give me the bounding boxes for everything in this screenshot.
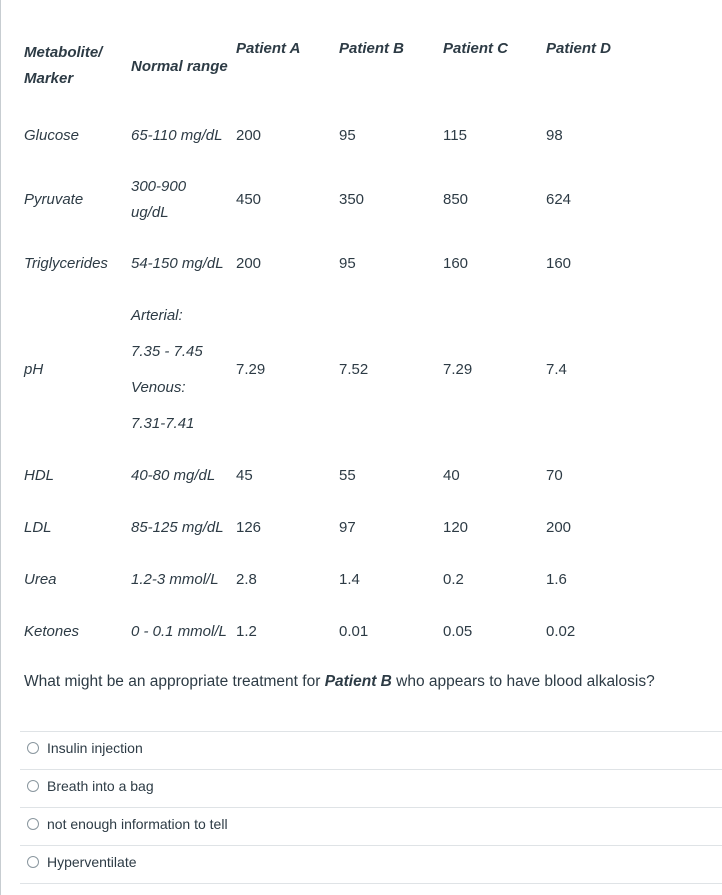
- header-normal-range: Normal range: [131, 58, 228, 75]
- answer-option[interactable]: [27, 738, 143, 758]
- patient-c-value: 115: [443, 127, 467, 144]
- answer-divider: [20, 883, 722, 884]
- normal-range-value: 0 - 0.1 mmol/L: [131, 623, 227, 640]
- header-patient-d: Patient D: [546, 40, 612, 57]
- patient-c-value: 40: [443, 467, 460, 484]
- question-prefix: What might be an appropriate treatment for: [24, 673, 325, 690]
- patient-b-value: 1.4: [339, 571, 360, 588]
- marker-name: LDL: [24, 519, 52, 536]
- patient-d-value: 160: [546, 255, 572, 272]
- patient-a-value: 200: [236, 127, 262, 144]
- patient-d-value: 7.4: [546, 361, 567, 378]
- normal-range-value: 85-125 mg/dL: [131, 519, 224, 536]
- patient-a-value: 200: [236, 255, 262, 272]
- patient-d-value: 98: [546, 127, 563, 144]
- patient-c-value: 160: [443, 255, 469, 272]
- marker-name: HDL: [24, 467, 55, 484]
- patient-c-value: 850: [443, 191, 469, 208]
- patient-a-value: 7.29: [236, 361, 266, 378]
- patient-c-value: 0.05: [443, 623, 473, 640]
- radio-button[interactable]: [27, 780, 39, 792]
- patient-b-value: 0.01: [339, 623, 369, 640]
- answer-label: Breath into a bag: [47, 778, 154, 794]
- content-left-border: [0, 0, 1, 895]
- normal-range-value: 1.2-3 mmol/L: [131, 571, 219, 588]
- patient-b-value: 55: [339, 467, 356, 484]
- patient-d-value: 70: [546, 467, 563, 484]
- answer-option[interactable]: [27, 852, 137, 872]
- normal-range-line: 300-900: [131, 178, 187, 195]
- normal-range-line: Venous:: [131, 379, 186, 396]
- answer-label: Hyperventilate: [47, 854, 137, 870]
- radio-button[interactable]: [27, 818, 39, 830]
- question-emphasis: Patient B: [324, 673, 392, 690]
- patient-c-value: 7.29: [443, 361, 473, 378]
- normal-range-line: 7.35 - 7.45: [131, 343, 203, 360]
- header-patient-b: Patient B: [339, 40, 405, 57]
- normal-range-line: ug/dL: [131, 204, 169, 221]
- answer-label: not enough information to tell: [47, 816, 228, 832]
- patient-b-value: 7.52: [339, 361, 369, 378]
- answer-divider: [20, 731, 722, 732]
- header-metabolite-line1: Metabolite/: [24, 44, 103, 61]
- marker-name: pH: [24, 361, 44, 378]
- header-patient-c: Patient C: [443, 40, 509, 57]
- normal-range-value: 54-150 mg/dL: [131, 255, 224, 272]
- header-metabolite-line2: Marker: [24, 70, 74, 87]
- radio-button[interactable]: [27, 856, 39, 868]
- marker-name: Triglycerides: [24, 255, 108, 272]
- marker-name: Urea: [24, 571, 57, 588]
- normal-range-value: 65-110 mg/dL: [131, 127, 223, 144]
- patient-b-value: 350: [339, 191, 365, 208]
- answer-option[interactable]: [27, 814, 228, 834]
- patient-a-value: 450: [236, 191, 262, 208]
- patient-a-value: 45: [236, 467, 253, 484]
- patient-a-value: 2.8: [236, 571, 257, 588]
- patient-b-value: 95: [339, 127, 356, 144]
- patient-d-value: 1.6: [546, 571, 567, 588]
- patient-b-value: 97: [339, 519, 356, 536]
- question-text: [24, 673, 655, 691]
- patient-c-value: 0.2: [443, 571, 464, 588]
- patient-d-value: 0.02: [546, 623, 576, 640]
- patient-a-value: 1.2: [236, 623, 257, 640]
- patient-d-value: 200: [546, 519, 572, 536]
- answer-divider: [20, 807, 722, 808]
- marker-name: Glucose: [24, 127, 80, 144]
- patient-a-value: 126: [236, 519, 262, 536]
- normal-range-line: Arterial:: [131, 307, 183, 324]
- answer-divider: [20, 845, 722, 846]
- marker-name: Pyruvate: [24, 191, 84, 208]
- patient-b-value: 95: [339, 255, 356, 272]
- answer-label: Insulin injection: [47, 740, 143, 756]
- answer-divider: [20, 769, 722, 770]
- normal-range-value: 40-80 mg/dL: [131, 467, 216, 484]
- header-patient-a: Patient A: [236, 40, 301, 57]
- marker-name: Ketones: [24, 623, 80, 640]
- radio-button[interactable]: [27, 742, 39, 754]
- question-suffix: who appears to have blood alkalosis?: [391, 673, 655, 690]
- patient-c-value: 120: [443, 519, 469, 536]
- patient-d-value: 624: [546, 191, 572, 208]
- normal-range-line: 7.31-7.41: [131, 415, 195, 432]
- answer-option[interactable]: [27, 776, 154, 796]
